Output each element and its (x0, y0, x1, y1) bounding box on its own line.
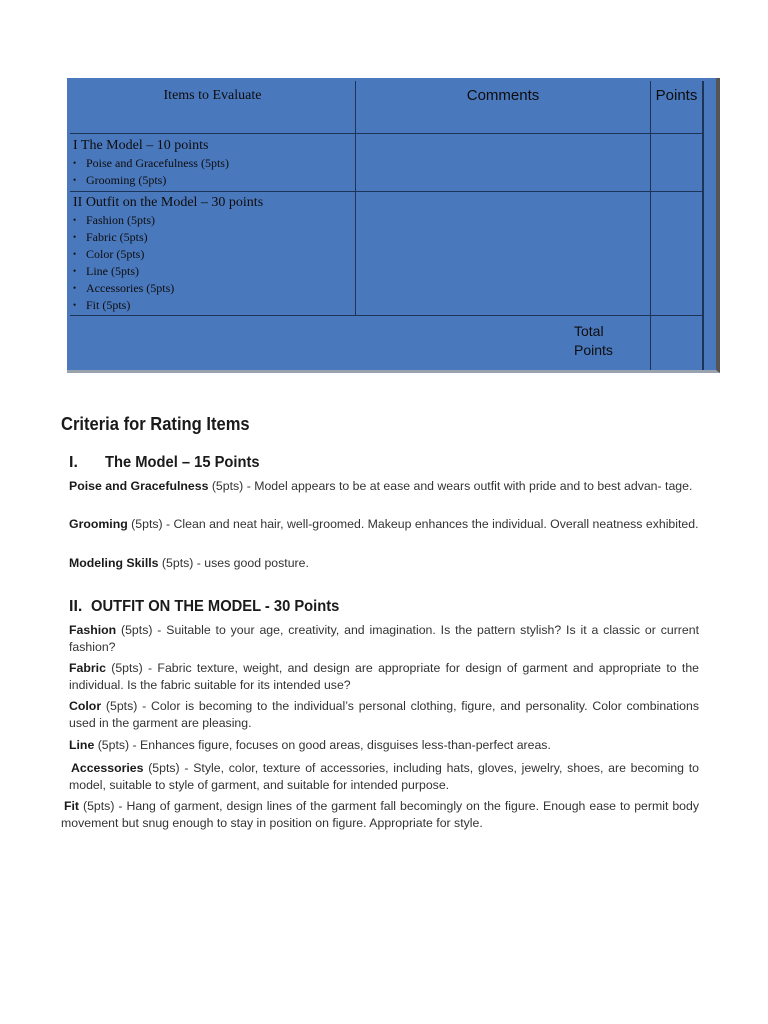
criteria-paragraph (69, 555, 699, 572)
criteria-desc: (5pts) - Color is becoming to the individual’s personal clothing, figure, and personality. Color combinations used in the garment are pleasing. (69, 699, 699, 730)
total-label-line1: Total (574, 323, 604, 339)
criteria-term: Fabric (69, 661, 106, 675)
criteria-desc: (5pts) - Clean and neat hair, well-groomed. Makeup enhances the individual. Overall neatness exhibited. (127, 517, 699, 531)
criteria-desc: (5pts) - Hang of garment, design lines of the garment fall becomingly on the figure. Enough ease to permit body movement but snug enough to stay in position on figure. Appropriate for style. (61, 799, 699, 830)
list-item: • Fabric (5pts) (73, 229, 355, 246)
total-label-line2: Points (574, 342, 613, 358)
criteria-paragraph (69, 737, 699, 754)
header-comments: Comments (356, 81, 651, 134)
criteria-desc: (5pts) - Fabric texture, weight, and design are appropriate for design of garment and appropriate to the individual. Is the fabric suitable for its intended use? (69, 661, 699, 692)
section-outfit-title: II Outfit on the Model – 30 points (73, 195, 264, 210)
list-item: • Accessories (5pts) (73, 280, 355, 297)
comments-cell-outfit[interactable] (356, 192, 651, 316)
criteria-title: Criteria for Rating Items (61, 414, 250, 434)
list-item: • Poise and Gracefulness (5pts) (73, 155, 355, 172)
criteria-term: Fashion (69, 623, 117, 637)
section-1-title: The Model – 15 Points (105, 454, 260, 471)
criteria-paragraph (69, 516, 699, 533)
list-item: • Fashion (5pts) (73, 212, 355, 229)
criteria-paragraph (61, 798, 699, 832)
criteria-paragraph (69, 698, 699, 732)
criteria-paragraph (69, 478, 699, 495)
section-1-number: I. (69, 454, 78, 471)
criteria-paragraph (69, 660, 699, 694)
section-1-heading (69, 454, 273, 472)
criteria-desc: (5pts) - Style, color, texture of accessories, including hats, gloves, jewelry, shoes, are becoming to model, suitable to style of garment, and suitable for intended purpose. (69, 761, 699, 792)
evaluation-table (67, 78, 720, 373)
criteria-desc: (5pts) - Enhances figure, focuses on good areas, disguises less-than-perfect areas. (94, 738, 551, 752)
criteria-desc: (5pts) - Suitable to your age, creativity, and imagination. Is the pattern stylish? Is it a classic or current fashion? (69, 623, 699, 654)
section-2-title: OUTFIT ON THE MODEL - 30 Points (91, 598, 340, 615)
section-outfit-list (73, 212, 355, 314)
points-cell-outfit[interactable] (651, 192, 703, 316)
criteria-desc: (5pts) - uses good posture. (158, 556, 309, 570)
comments-cell-model[interactable] (356, 134, 651, 192)
criteria-paragraph (69, 622, 699, 656)
section-2-heading (69, 598, 361, 616)
total-points-cell[interactable] (651, 316, 703, 370)
criteria-term: Grooming (69, 517, 128, 531)
section-model-list (73, 155, 355, 189)
section-model-cell (70, 134, 356, 192)
header-points: Points (651, 81, 703, 134)
section-2-number: II. (69, 598, 83, 615)
total-points-label (574, 322, 634, 360)
list-item: • Line (5pts) (73, 263, 355, 280)
criteria-term: Line (69, 738, 95, 752)
criteria-term: Modeling Skills (69, 556, 159, 570)
criteria-term: Fit (64, 799, 80, 813)
table-divider (703, 81, 704, 370)
points-cell-model[interactable] (651, 134, 703, 192)
criteria-paragraph (69, 760, 699, 794)
list-item: • Grooming (5pts) (73, 172, 355, 189)
criteria-term: Color (69, 699, 102, 713)
section-outfit-cell (70, 192, 356, 316)
header-items-to-evaluate: Items to Evaluate (70, 81, 356, 134)
list-item: • Color (5pts) (73, 246, 355, 263)
criteria-term: Poise and Gracefulness (69, 479, 209, 493)
criteria-desc: (5pts) - Model appears to be at ease and wears outfit with pride and to best advan- tage. (208, 479, 693, 493)
list-item: • Fit (5pts) (73, 297, 355, 314)
total-row (70, 316, 651, 370)
section-model-title: I The Model – 10 points (73, 138, 209, 153)
criteria-term: Accessories (71, 761, 144, 775)
